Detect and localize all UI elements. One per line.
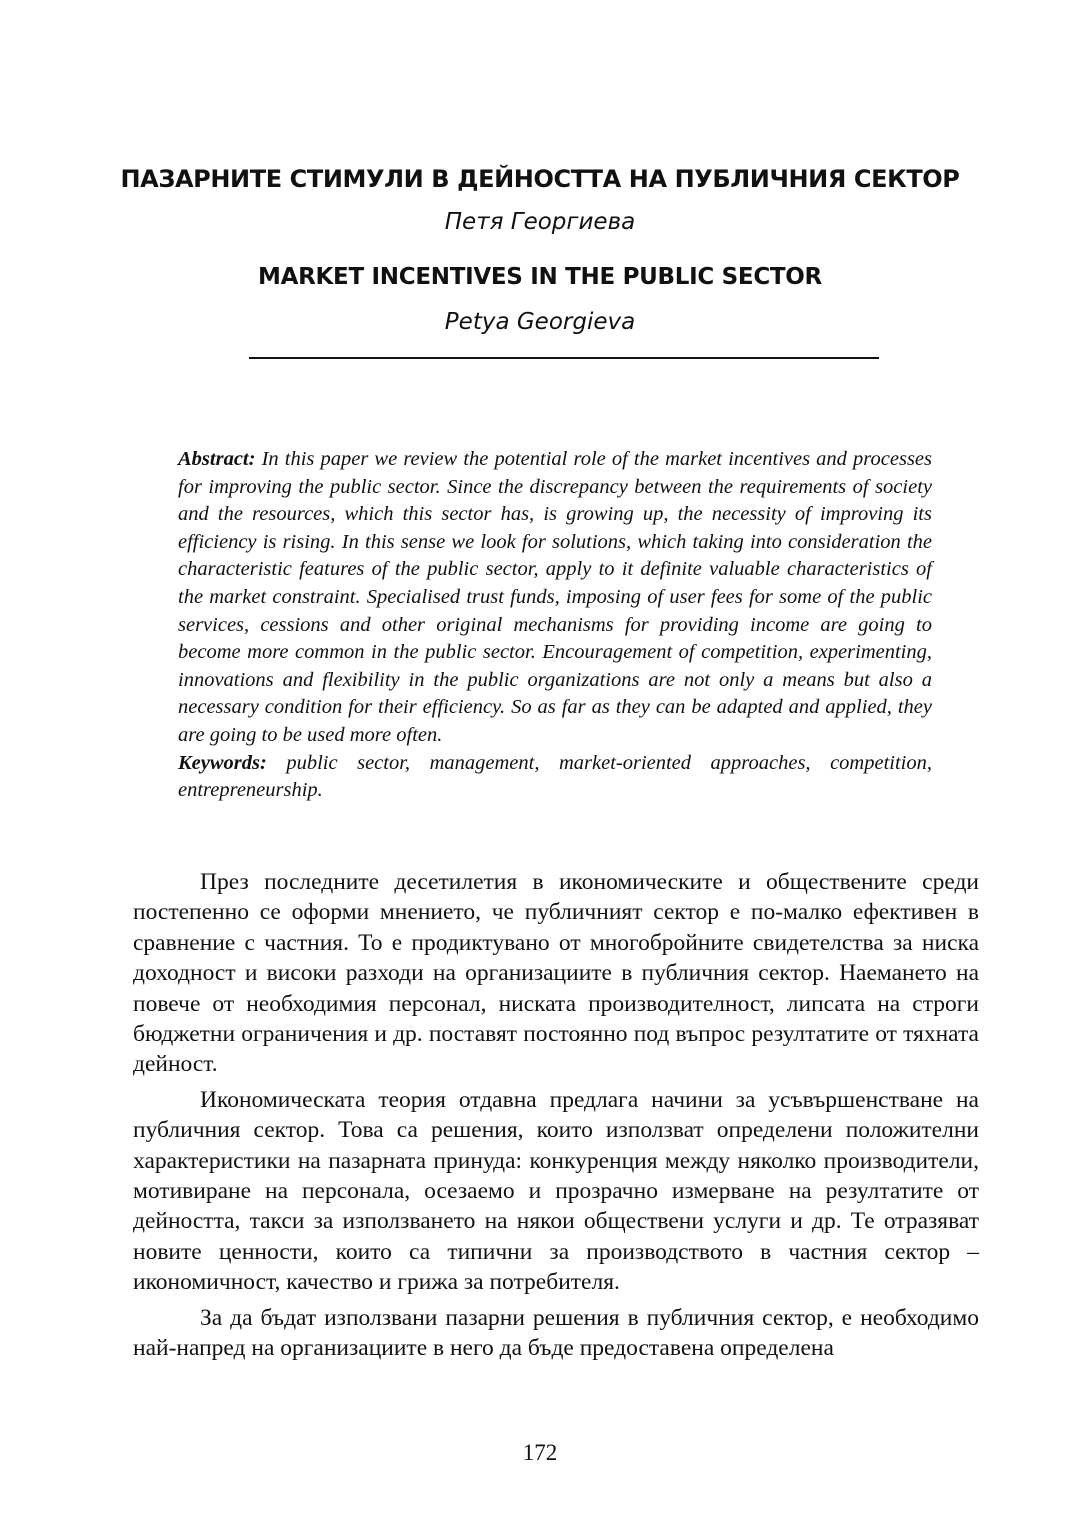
keywords-paragraph xyxy=(178,750,932,805)
keywords-text: public sector, management, market-oriented approaches, competition, entrepreneurship. xyxy=(178,751,932,802)
body-text xyxy=(133,867,979,1369)
author-name-bulgarian: Петя Георгиева xyxy=(444,209,636,235)
author-name-english: Petya Georgieva xyxy=(444,309,636,335)
keywords-label: Keywords: xyxy=(178,751,267,774)
page-number: 172 xyxy=(522,1440,558,1465)
body-paragraph-3: За да бъдат използвани пазарни решения в публичния сектор, е необходимо най-напред на организациите в него да бъде предоставена определена xyxy=(133,1304,979,1362)
abstract-block xyxy=(178,446,932,805)
abstract-text: In this paper we review the potential role of the market incentives and processes for improving the public sector. Since the discrepancy between the requirements of society and the resources, which this sector has, is growing up, the necessity of improving its efficiency is rising. In this sense we look for solutions, which taking into consideration the characteristic features of the public sector, apply to it definite valuable characteristics of the market constraint. Specialised trust funds, imposing of user fees for some of the public services, cessions and other original mechanisms for providing income are going to become more common in the public sector. Encouragement of competition, experimenting, innovations and flexibility in the public organizations are not only a means but also a necessary condition for their efficiency. So as far as they can be adapted and applied, they are going to be used more often. xyxy=(178,448,932,746)
body-paragraph-1: През последните десетилетия в икономическите и обществените среди постепенно се оформи мнението, че публичният сектор е по-малко ефективен в сравнение с частния. То е продиктувано от многобройните свидетелства за ниска доходност и високи разходи на организациите в публичния сектор. Наемането на повече от необходимия персонал, ниската производителност, липсата на строги бюджетни ограничения и др. поставят постоянно под въпрос резултатите от тяхната дейност. xyxy=(133,869,979,1078)
abstract-label: Abstract: xyxy=(178,448,256,470)
paper-title-english: MARKET INCENTIVES IN THE PUBLIC SECTOR xyxy=(258,264,822,290)
abstract-paragraph xyxy=(178,446,932,750)
title-divider-rule xyxy=(249,357,879,359)
body-paragraph-2: Икономическата теория отдавна предлага начини за усъвършенстване на публичния сектор. Това са решения, които използват определени положителни характеристики на пазарната принуда: конкуренция между няколко производители, мотивиране на персонала, осезаемо и прозрачно измерване на резултатите от дейността, такси за използването на някои обществени услуги и др. Те отразяват новите ценности, които са типични за производството в частния сектор – икономичност, качество и грижа за потребителя. xyxy=(133,1086,979,1296)
paper-title-bulgarian: ПАЗАРНИТЕ СТИМУЛИ В ДЕЙНОСТТА НА ПУБЛИЧНИЯ СЕКТОР xyxy=(120,165,960,193)
